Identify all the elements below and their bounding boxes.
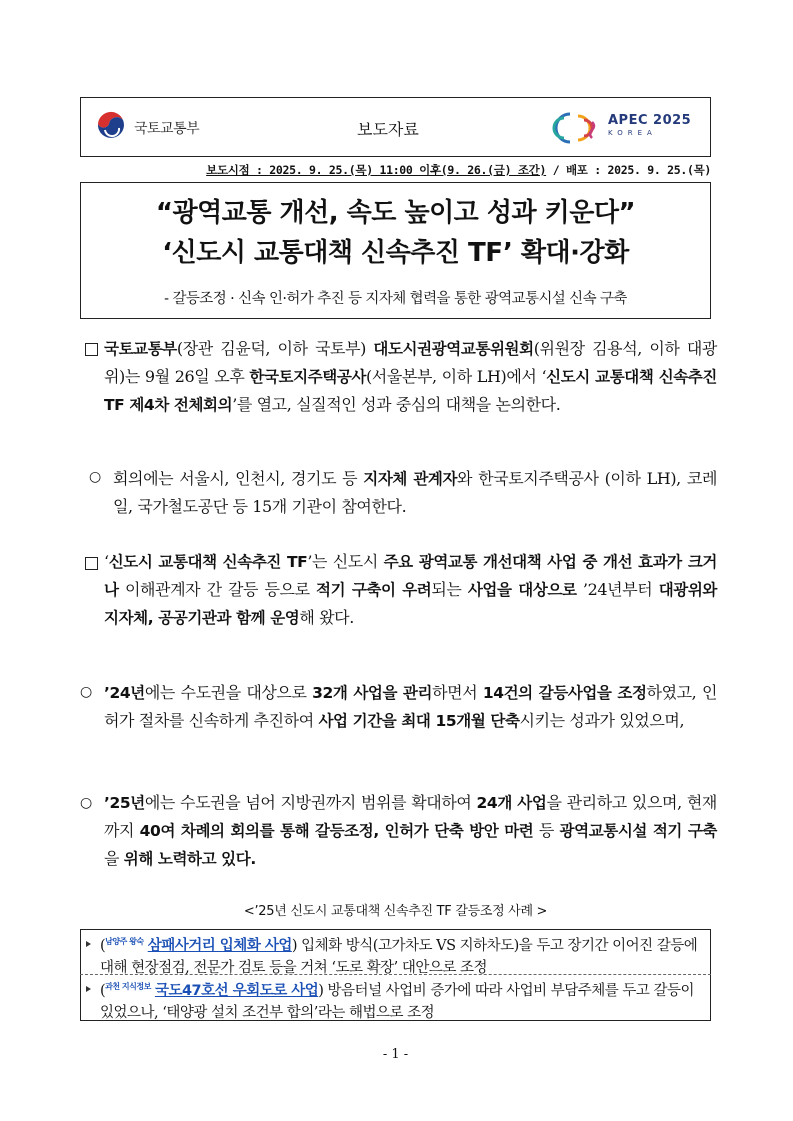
example-description: ) 입체화 방식(고가차도 VS 지하차도)을 두고 장기간 이어진 갈등에 대해 현장점검, 전문가 검토 등을 거쳐 ‘도로 확장’ 대안으로 조정	[100, 938, 698, 976]
release-time: 보도시점 : 2025. 9. 25.(목) 11:00 이후(9. 26.(금) 조간)	[206, 163, 547, 177]
body-text: 을 관리하고 있으며, 현재까지	[104, 793, 717, 840]
body-text: 와 한국토지주택공사 (이하 LH), 코레일, 국가철도공단 등 15개 기관이 참여한다.	[113, 469, 718, 516]
apec-wordmark	[608, 113, 691, 137]
emphasis-text: 대광위와 지자체, 공공기관과 함께 운영	[104, 581, 717, 627]
body-text: 에는 수도권을 넘어 지방권까지 범위를 확대하여	[144, 793, 477, 812]
body-text: 하면서	[432, 683, 483, 702]
body-text: (위원장 김용석, 이하 대광위)는 9월 26일 오후	[104, 339, 717, 386]
emphasis-text: 14건의 갈등사업을 조정	[482, 684, 647, 702]
square-bullet-icon	[85, 343, 98, 356]
emphasis-text: 광역교통시설 적기 구축	[559, 822, 717, 840]
paragraph-4	[104, 679, 717, 735]
paragraph-3	[104, 548, 717, 632]
body-text: ’24년부터	[576, 580, 659, 599]
headline: “광역교통 개선, 속도 높이고 성과 키운다”	[155, 198, 636, 228]
body-text: 에는 수도권을 대상으로	[144, 683, 313, 702]
body-text: ’는 신도시	[307, 552, 384, 571]
emphasis-text: 24개 사업	[476, 794, 547, 812]
body-text: 을	[104, 849, 124, 868]
body-text: 이해관계자 간 갈등 등으로	[118, 580, 317, 599]
body-text: (장관 김윤덕, 이하 국토부)	[176, 339, 374, 358]
triangle-bullet-icon	[86, 941, 91, 947]
emphasis-text: 주요 광역교통 개선대책 사업 중 개선 효과가 크거나	[104, 553, 717, 599]
example-location: 과천 지식정보	[105, 982, 151, 991]
emphasis-text: 대도시권광역교통위원회	[373, 340, 534, 358]
example-item-2: ($^{과천 지식정보}$ 국도47호선 우회도로 사업) 방음터널 사업비 증가에 따라 사업비 부담주체를 두고 갈등이 있었으나, ‘태양광 설치 조건부 합의’라는 해법으로 조정	[100, 982, 694, 1021]
distribution-date: 배포 : 2025. 9. 25.(목)	[565, 163, 711, 177]
emphasis-text: 적기 구축이 우려	[316, 581, 432, 599]
paragraph-5	[104, 789, 717, 873]
emphasis-text: 국토교통부	[104, 340, 177, 358]
example-description: ) 방음터널 사업비 증가에 따라 사업비 부담주체를 두고 갈등이 있었으나, ‘태양광 설치 조건부 합의’라는 해법으로 조정	[100, 983, 694, 1021]
example-project: 국도47호선 우회도로 사업	[154, 983, 319, 999]
body-text: 등	[533, 821, 560, 840]
emphasis-text: 사업 기간을 최대 15개월 단축	[318, 712, 520, 730]
emphasis-text: 40여 차례의 회의를 통해 갈등조정, 인허가 단축 방안 마련	[139, 822, 534, 840]
apec-logo-icon	[552, 108, 602, 148]
ministry-logo-icon	[95, 110, 127, 142]
circle-bullet-icon: ○	[89, 469, 102, 485]
release-separator: /	[546, 163, 566, 177]
body-text: 회의에는 서울시, 인천시, 경기도 등	[113, 469, 364, 488]
example-caption: <’25년 신도시 교통대책 신속추진 TF 갈등조정 사례 >	[243, 904, 548, 919]
apec-title: APEC 2025	[608, 113, 692, 128]
emphasis-text: 지자체 관계자	[363, 470, 458, 488]
body-text: 하였고, 인허가 절차를 신속하게 추진하여	[104, 683, 717, 730]
paragraph-2	[113, 465, 717, 521]
ministry-name: 국토교통부	[134, 121, 200, 137]
subtitle: - 갈등조정 · 신속 인·허가 추진 등 지자체 협력을 통한 광역교통시설 신속 구축	[164, 291, 627, 307]
emphasis-text: 신도시 교통대책 신속추진 TF 제4차 전체회의	[104, 368, 718, 414]
body-text: ’를 열고, 실질적인 성과 중심의 대책을 논의한다.	[232, 395, 561, 414]
triangle-bullet-icon	[86, 986, 91, 992]
body-text: ‘	[104, 552, 109, 571]
body-text: 해 왔다.	[299, 608, 354, 627]
emphasis-text: 신도시 교통대책 신속추진 TF	[108, 553, 308, 571]
emphasis-text: ’24년	[104, 684, 145, 702]
circle-bullet-icon: ○	[80, 795, 93, 811]
apec-subtitle: KOREA	[608, 129, 657, 137]
body-text: 되는	[431, 580, 468, 599]
circle-bullet-icon: ○	[80, 684, 93, 700]
document-type: 보도자료	[357, 120, 419, 139]
page-number: - 1 -	[382, 1047, 409, 1062]
square-bullet-icon	[85, 557, 98, 570]
emphasis-text: ’25년	[104, 794, 145, 812]
paragraph-1	[104, 335, 717, 419]
emphasis-text: 위해 노력하고 있다.	[123, 850, 256, 868]
release-info	[80, 162, 711, 178]
emphasis-text: 한국토지주택공사	[249, 368, 366, 386]
body-text: 시키는 성과가 있었으며,	[519, 711, 685, 730]
example-item-1: ($^{남양주 왕숙}$ 삼패사거리 입체화 사업) 입체화 방식(고가차도 VS 지하차도)을 두고 장기간 이어진 갈등에 대해 현장점검, 전문가 검토 등을 거쳐 ‘도로 확장’ 대안으로 조정	[100, 937, 698, 976]
emphasis-text: 사업을 대상으로	[467, 581, 577, 599]
example-project: 삼패사거리 입체화 사업	[147, 938, 292, 954]
body-text: (서울본부, 이하 LH)에서 ‘	[365, 367, 547, 386]
example-location: 남양주 왕숙	[105, 937, 144, 946]
emphasis-text: 32개 사업을 관리	[312, 684, 433, 702]
sub-headline: ‘신도시 교통대책 신속추진 TF’ 확대·강화	[162, 238, 629, 268]
